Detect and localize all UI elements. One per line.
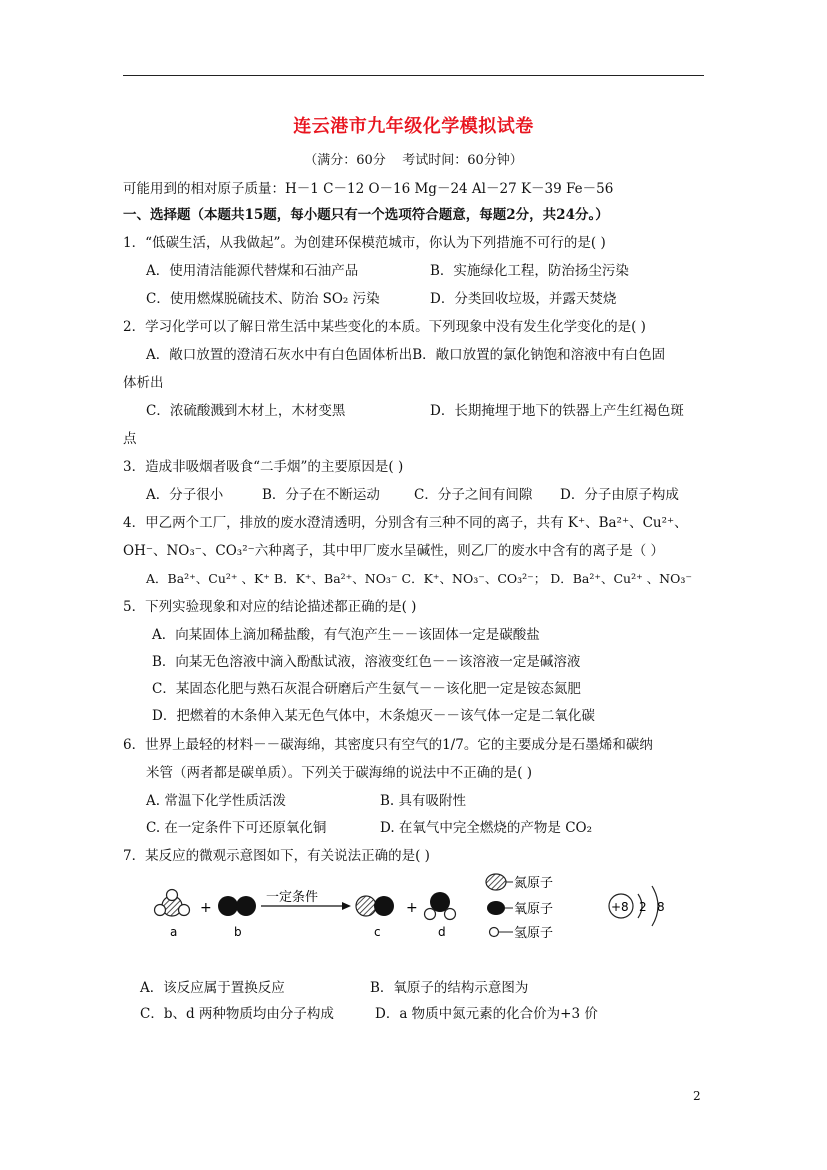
legend-nitrogen-label: 氮原子 [514, 876, 554, 891]
question-option: A．分子很小 [146, 487, 224, 503]
oxygen-atom-structure-icon [609, 886, 665, 926]
question-option: D. 在氧气中完全燃烧的产物是 CO₂ [380, 820, 593, 836]
legend-oxygen [487, 901, 553, 917]
question-option: B. 具有吸附性 [380, 793, 467, 809]
legend-hydrogen [490, 926, 554, 941]
question-line: 点 [123, 431, 137, 447]
question-line: 米管（两者都是碳单质）。下列关于碳海绵的说法中不正确的是( ) [146, 765, 533, 781]
label-a: a [170, 925, 178, 939]
question-option: D．分类回收垃圾，并露天焚烧 [430, 291, 617, 307]
question-stem: 5．下列实验现象和对应的结论描述都正确的是( ) [123, 599, 417, 615]
question-option: C．浓硫酸溅到木材上，木材变黑 [146, 403, 346, 419]
question-option: A．该反应属于置换反应 [140, 980, 285, 996]
shell-2-label: 8 [657, 900, 665, 914]
shell-1-label: 2 [639, 900, 647, 914]
page-number: 2 [693, 1089, 701, 1103]
question-option: C．分子之间有间隙 [414, 487, 533, 503]
nucleus-label: +8 [611, 900, 629, 914]
arrow-icon [342, 902, 351, 910]
question-option: C．某固态化肥与熟石灰混合研磨后产生氨气－－该化肥一定是铵态氮肥 [152, 681, 581, 697]
label-b: b [234, 925, 242, 939]
label-d: d [438, 925, 446, 939]
question-stem: 7．某反应的微观示意图如下，有关说法正确的是( ) [123, 848, 430, 864]
reaction-condition: 一定条件 [266, 890, 319, 905]
question-option: D．长期掩埋于地下的铁器上产生红褐色斑 [430, 403, 684, 419]
question-option: B．向某无色溶液中滴入酚酞试液，溶液变红色－－该溶液一定是碱溶液 [152, 654, 581, 670]
question-option: B．分子在不断运动 [262, 487, 380, 503]
question-option: C．b、d 两种物质均由分子构成 [140, 1006, 334, 1022]
exam-info: （满分：60分 考试时间：60分钟） [304, 153, 523, 168]
plus-sign: + [406, 900, 418, 916]
molecule-c-icon [356, 896, 394, 916]
label-c: c [374, 925, 381, 939]
question-option: D．a 物质中氮元素的化合价为+3 价 [375, 1006, 598, 1022]
question-option: D．把燃着的木条伸入某无色气体中，木条熄灭－－该气体一定是二氧化碳 [152, 708, 595, 724]
question-option: C．使用燃煤脱硫技术、防治 SO₂ 污染 [146, 291, 380, 307]
page-title: 连云港市九年级化学模拟试卷 [293, 116, 534, 137]
legend-oxygen-label: 氧原子 [514, 902, 554, 917]
atomic-masses: 可能用到的相对原子质量：H－1 C－12 O－16 Mg－24 Al－27 K－39 Fe－56 [123, 181, 614, 197]
question-option: A．使用清洁能源代替煤和石油产品 [146, 263, 359, 279]
legend-hydrogen-label: 氢原子 [514, 926, 554, 941]
question-stem: 4．甲乙两个工厂，排放的废水澄清透明，分别含有三种不同的离子，共有 K⁺、Ba²⁺、Cu²⁺、 [123, 515, 688, 531]
question-line: A．敞口放置的澄清石灰水中有白色固体析出B．敞口放置的氯化钠饱和溶液中有白色固 [146, 347, 666, 363]
legend-nitrogen [486, 874, 553, 891]
question-stem: 2．学习化学可以了解日常生活中某些变化的本质。下列现象中没有发生化学变化的是( ) [123, 319, 646, 335]
header-rule [123, 75, 704, 76]
question-options-line: A．Ba²⁺、Cu²⁺ 、K⁺ B．K⁺、Ba²⁺、NO₃⁻ C．K⁺、NO₃⁻、CO₃²⁻； D．Ba²⁺、Cu²⁺ 、NO₃⁻ [146, 571, 692, 586]
question-line: 体析出 [123, 375, 164, 391]
question-option: B．实施绿化工程，防治扬尘污染 [430, 263, 629, 279]
question-option: C. 在一定条件下可还原氧化铜 [146, 820, 327, 836]
plus-sign: + [200, 900, 212, 916]
question-stem: 3．造成非吸烟者吸食“二手烟”的主要原因是( ) [123, 459, 404, 475]
question-stem: 6．世界上最轻的材料－－碳海绵，其密度只有空气的1/7。它的主要成分是石墨烯和碳纳 [123, 737, 653, 753]
section-heading: 一、选择题（本题共15题，每小题只有一个选项符合题意，每题2分，共24分。） [123, 207, 609, 223]
question-option: D．分子由原子构成 [560, 487, 679, 503]
question-option: A．向某固体上滴加稀盐酸，有气泡产生－－该固体一定是碳酸盐 [152, 627, 540, 643]
question-stem: 1．“低碳生活，从我做起”。为创建环保模范城市，你认为下列措施不可行的是( ) [123, 235, 606, 251]
reaction-diagram [148, 870, 688, 942]
question-line: OH⁻、NO₃⁻、CO₃²⁻六种离子，其中甲厂废水呈碱性，则乙厂的废水中含有的离子是（ ） [123, 543, 665, 559]
molecule-b-icon [218, 896, 256, 916]
question-option: B．氧原子的结构示意图为 [370, 980, 529, 996]
question-option: A. 常温下化学性质活泼 [146, 793, 286, 809]
molecule-d-icon [425, 892, 456, 920]
molecule-a-icon [155, 890, 190, 917]
